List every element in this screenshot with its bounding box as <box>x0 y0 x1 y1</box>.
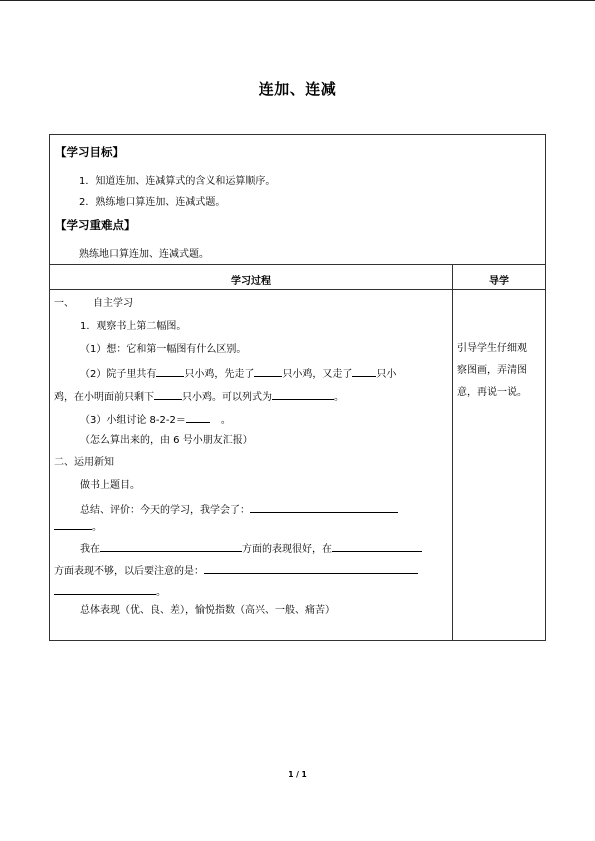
blank-attention <box>204 563 418 574</box>
q2-text-b: 只小鸡，先走了 <box>184 369 255 380</box>
perf-text-b: 方面的表现很好，在 <box>242 544 332 555</box>
blank-learned-cont <box>54 519 92 530</box>
overall-rating: 总体表现（优、良、差），愉悦指数（高兴、一般、痛苦） <box>80 605 335 616</box>
q2-text-d: 只小 <box>376 369 397 380</box>
header-divider <box>50 289 545 290</box>
column-divider <box>452 264 453 640</box>
blank-first-left <box>254 366 282 377</box>
step-1-q1: （1）想：它和第一幅图有什么区别。 <box>80 344 247 355</box>
performance-line2 <box>54 563 418 578</box>
section-1-number: 一、 <box>54 298 74 309</box>
perf-text-c: 方面表现不够，以后要注意的是： <box>54 566 204 577</box>
summary-end: 。 <box>92 522 102 533</box>
header-process: 学习过程 <box>231 276 271 287</box>
performance-line3 <box>54 584 166 599</box>
blank-good-area <box>100 541 242 552</box>
goal-item-2: 2．熟练地口算连加、连减式题。 <box>79 197 226 208</box>
q2-text-f: 只小鸡。可以列式为 <box>182 392 272 403</box>
blank-learned <box>250 502 398 513</box>
step-1-q3 <box>80 412 231 427</box>
performance-line1 <box>80 541 422 556</box>
q2-text-g: 。 <box>334 392 344 403</box>
blank-attention-cont <box>54 584 156 595</box>
header-guide: 导学 <box>489 276 509 287</box>
perf-end: 。 <box>156 587 166 598</box>
section-2-title: 二、运用新知 <box>54 457 114 468</box>
guide-line-1: 引导学生仔细观 <box>457 343 527 354</box>
key-points-heading: 【学习重难点】 <box>55 218 136 232</box>
guide-line-2: 察图画，弄清图 <box>457 365 527 376</box>
q3-text-b: 。 <box>220 415 231 426</box>
lesson-table <box>49 134 546 641</box>
top-rule <box>0 0 595 1</box>
perf-text-a: 我在 <box>80 544 100 555</box>
blank-answer <box>186 412 210 423</box>
step-1: 1．观察书上第二幅图。 <box>80 321 187 332</box>
blank-equation <box>272 389 334 400</box>
key-points-text: 熟练地口算连加、连减式题。 <box>79 249 209 260</box>
guide-line-3: 意，再说一说。 <box>457 387 527 398</box>
blank-second-left <box>352 366 376 377</box>
section-1-title: 自主学习 <box>93 298 133 309</box>
summary-line1 <box>80 502 398 517</box>
page-number: 1 / 1 <box>288 770 307 779</box>
q2-text-c: 只小鸡，又走了 <box>282 369 353 380</box>
goals-divider <box>50 264 545 265</box>
step-1-q2-line2 <box>54 389 344 404</box>
step-2: 做书上题目。 <box>80 480 140 491</box>
summary-line2 <box>54 519 102 534</box>
document-title: 连加、连减 <box>258 80 337 98</box>
goal-item-1: 1．知道连加、连减算式的含义和运算顺序。 <box>79 176 276 187</box>
step-1-q2-line1 <box>80 366 396 381</box>
step-1-note: （怎么算出来的，由 6 号小朋友汇报） <box>80 435 253 446</box>
q3-text-a: （3）小组讨论 8-2-2＝ <box>80 415 186 426</box>
goals-heading: 【学习目标】 <box>55 145 124 159</box>
blank-weak-area <box>332 541 422 552</box>
blank-total <box>156 366 184 377</box>
blank-remaining <box>154 389 182 400</box>
summary-text: 总结、评价：今天的学习，我学会了： <box>80 505 250 516</box>
q2-text-e: 鸡，在小明面前只剩下 <box>54 392 154 403</box>
q2-text-a: （2）院子里共有 <box>80 369 157 380</box>
